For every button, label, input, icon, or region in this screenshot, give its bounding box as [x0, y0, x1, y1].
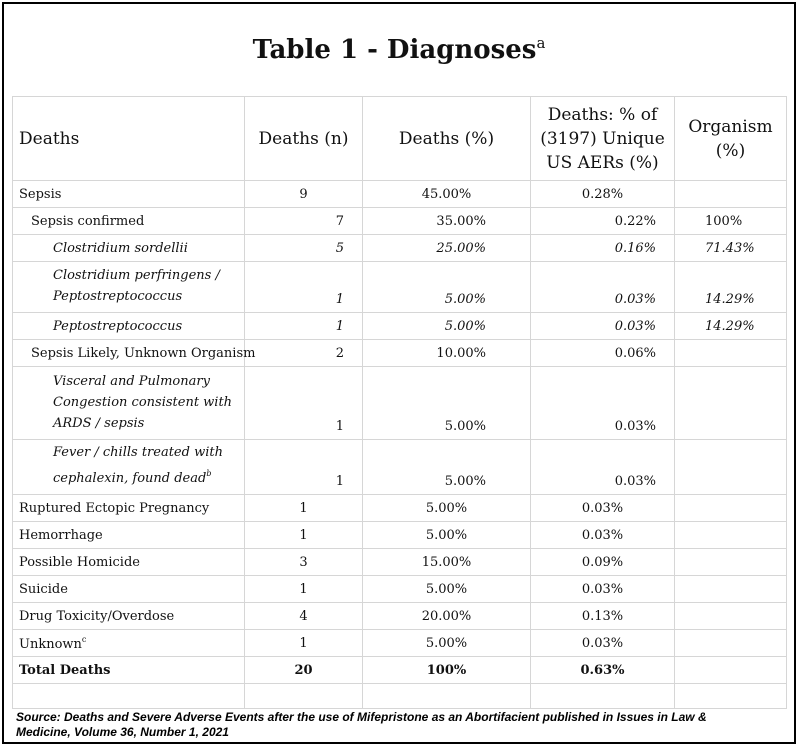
table-row [13, 235, 787, 262]
row-label: Clostridium sordellii [13, 235, 245, 262]
cell-aers: 0.03% [531, 522, 675, 549]
cell-organism [675, 630, 787, 657]
table-row [13, 630, 787, 657]
footnote-mark: b [206, 469, 212, 478]
cell-aers: 0.28% [531, 181, 675, 208]
cell-organism [675, 367, 787, 440]
cell-pct: 15.00% [363, 549, 531, 576]
row-label: Ruptured Ectopic Pregnancy [13, 495, 245, 522]
cell-pct: 100% [363, 657, 531, 684]
cell-n: 1 [245, 576, 363, 603]
table-row [13, 576, 787, 603]
header-deaths: Deaths [13, 97, 245, 181]
row-label: Peptostreptococcus [13, 313, 245, 340]
cell-n: 5 [245, 235, 363, 262]
cell-organism: 71.43% [675, 235, 787, 262]
row-label: Possible Homicide [13, 549, 245, 576]
cell-pct: 35.00% [363, 208, 531, 235]
cell-aers: 0.03% [531, 630, 675, 657]
cell-aers: 0.03% [531, 367, 675, 440]
row-label: Total Deaths [13, 657, 245, 684]
header-row [13, 97, 787, 181]
table-row [13, 549, 787, 576]
cell-aers: 0.03% [531, 576, 675, 603]
cell-n: 1 [245, 262, 363, 313]
cell-organism [675, 576, 787, 603]
cell-pct: 5.00% [363, 630, 531, 657]
header-aers-pct: Deaths: % of (3197) Unique US AERs (%) [531, 97, 675, 181]
cell-aers: 0.63% [531, 657, 675, 684]
row-label: Hemorrhage [13, 522, 245, 549]
cell-n: 7 [245, 208, 363, 235]
cell-organism: 100% [675, 208, 787, 235]
header-deaths-pct: Deaths (%) [363, 97, 531, 181]
row-label: Visceral and Pulmonary Congestion consistent with ARDS / sepsis [13, 367, 245, 440]
table-row [13, 522, 787, 549]
row-label: Sepsis [13, 181, 245, 208]
cell-n: 4 [245, 603, 363, 630]
cell-organism [675, 181, 787, 208]
cell-organism: 14.29% [675, 313, 787, 340]
row-label: Fever / chills treated with cephalexin, found dead$^b$ [13, 440, 245, 495]
header-deaths-n: Deaths (n) [245, 97, 363, 181]
cell-pct: 10.00% [363, 340, 531, 367]
table-row [13, 313, 787, 340]
row-label: Drug Toxicity/Overdose [13, 603, 245, 630]
title-footnote-mark: a [536, 34, 546, 52]
cell-aers: 0.03% [531, 440, 675, 495]
source-citation: Source: Deaths and Severe Adverse Events after the use of Mifepristone as an Abortifacient published in Issues in Law & Medicine, Volume 36, Number 1, 2021 [16, 710, 707, 739]
cell-organism [675, 495, 787, 522]
table-row [13, 262, 787, 313]
table-title [4, 34, 794, 65]
cell-n: 2 [245, 340, 363, 367]
cell-pct: 45.00% [363, 181, 531, 208]
cell-aers: 0.03% [531, 262, 675, 313]
footnote-mark: c [81, 634, 87, 644]
cell-pct: 25.00% [363, 235, 531, 262]
cell-pct: 5.00% [363, 440, 531, 495]
row-label: Clostridium perfringens / Peptostreptococcus [13, 262, 245, 313]
table-row [13, 340, 787, 367]
cell-organism [675, 440, 787, 495]
cell-aers: 0.03% [531, 313, 675, 340]
row-label: Suicide [13, 576, 245, 603]
table-row [13, 208, 787, 235]
cell-n: 1 [245, 367, 363, 440]
table-row [13, 367, 787, 440]
cell-n: 1 [245, 313, 363, 340]
cell-organism [675, 549, 787, 576]
cell-n: 1 [245, 495, 363, 522]
cell-pct: 5.00% [363, 313, 531, 340]
cell-aers: 0.06% [531, 340, 675, 367]
cell-organism [675, 657, 787, 684]
cell-organism [675, 603, 787, 630]
diagnoses-table [12, 96, 787, 709]
cell-aers: 0.16% [531, 235, 675, 262]
cell-pct: 5.00% [363, 367, 531, 440]
cell-pct: 5.00% [363, 576, 531, 603]
table-row [13, 495, 787, 522]
table-row [13, 181, 787, 208]
title-text: Table 1 - Diagnoses [252, 35, 537, 65]
cell-aers: 0.22% [531, 208, 675, 235]
cell-aers: 0.13% [531, 603, 675, 630]
cell-pct: 5.00% [363, 495, 531, 522]
table-row [13, 603, 787, 630]
cell-pct: 5.00% [363, 262, 531, 313]
cell-organism [675, 340, 787, 367]
cell-aers: 0.09% [531, 549, 675, 576]
cell-aers: 0.03% [531, 495, 675, 522]
cell-n: 1 [245, 440, 363, 495]
empty-row [13, 684, 787, 709]
cell-n: 1 [245, 522, 363, 549]
cell-n: 1 [245, 630, 363, 657]
cell-organism: 14.29% [675, 262, 787, 313]
row-label: Sepsis confirmed [13, 208, 245, 235]
cell-organism [675, 522, 787, 549]
table-row [13, 440, 787, 495]
total-row [13, 657, 787, 684]
header-organism-pct: Organism (%) [675, 97, 787, 181]
cell-n: 9 [245, 181, 363, 208]
cell-n: 3 [245, 549, 363, 576]
row-label: Unknown$^c$ [13, 630, 245, 657]
cell-pct: 20.00% [363, 603, 531, 630]
row-label: Sepsis Likely, Unknown Organism [13, 340, 245, 367]
cell-pct: 5.00% [363, 522, 531, 549]
cell-n: 20 [245, 657, 363, 684]
